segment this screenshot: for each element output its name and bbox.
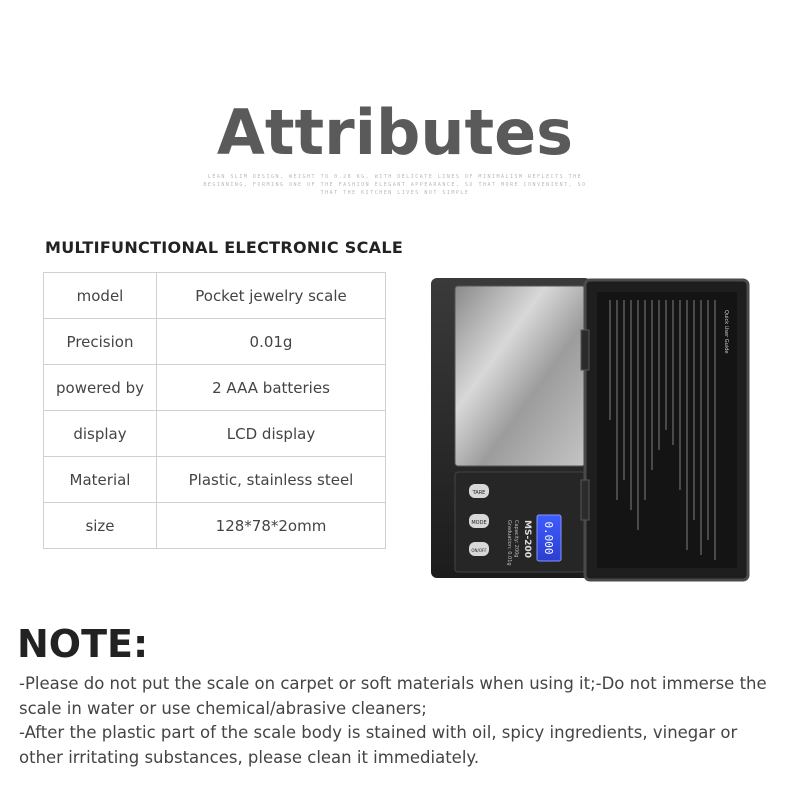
hinge [581, 480, 589, 520]
table-row [44, 319, 386, 365]
table-row [44, 365, 386, 411]
spec-value: 0.01g [157, 319, 386, 365]
table-row [44, 457, 386, 503]
spec-value: LCD display [157, 411, 386, 457]
table-row [44, 503, 386, 549]
tare-label: TARE [472, 490, 486, 496]
section-title: MULTIFUNCTIONAL ELECTRONIC SCALE [45, 238, 404, 257]
hinge [581, 330, 589, 370]
spec-value: 2 AAA batteries [157, 365, 386, 411]
lcd-reading: 0.000 [542, 521, 555, 555]
note-text [19, 672, 779, 770]
graduation-text: Graduation: 0.01g [506, 520, 512, 566]
model-label: MS-200 [522, 520, 532, 558]
spec-value: Plastic, stainless steel [157, 457, 386, 503]
spec-key: Precision [44, 319, 157, 365]
power-label: ON/OFF [471, 548, 487, 553]
mode-label: MODE [471, 520, 487, 526]
spec-value: 128*78*2omm [157, 503, 386, 549]
note-heading: NOTE: [17, 622, 149, 666]
spec-key: Material [44, 457, 157, 503]
spec-key: display [44, 411, 157, 457]
page-title: Attributes [216, 96, 574, 169]
weighing-platform [455, 286, 585, 466]
spec-key: model [44, 273, 157, 319]
specs-table [43, 272, 386, 549]
note-line: -After the plastic part of the scale body is stained with oil, spicy ingredients, vinegar or other irritating substances, please clean it immediately. [19, 723, 738, 767]
spec-value: Pocket jewelry scale [157, 273, 386, 319]
table-row [44, 411, 386, 457]
lid-guide-area [597, 292, 737, 568]
spec-key: powered by [44, 365, 157, 411]
scale-buttons [469, 484, 489, 556]
guide-title: Quick User Guide [723, 310, 729, 354]
spec-key: size [44, 503, 157, 549]
capacity-text: Capacity: 200g [513, 520, 519, 558]
table-row [44, 273, 386, 319]
scale-image [425, 270, 755, 600]
page-subtitle: LEAN SLIM DESIGN, WEIGHT TO 0.28 KG, WITH DELICATE LINES OF MINIMALISM REFLECTS THE BEGINNING, FORMING ONE OF THE FASHION ELEGANT APPEARANCE, SO THAT MORE CONVENIENT, SO THAT THE KITCHEN LIVES NOT SIMPLE [203, 174, 587, 196]
note-line: -Please do not put the scale on carpet or soft materials when using it;-Do not immerse the scale in water or use chemical/abrasive cleaners; [19, 674, 767, 718]
